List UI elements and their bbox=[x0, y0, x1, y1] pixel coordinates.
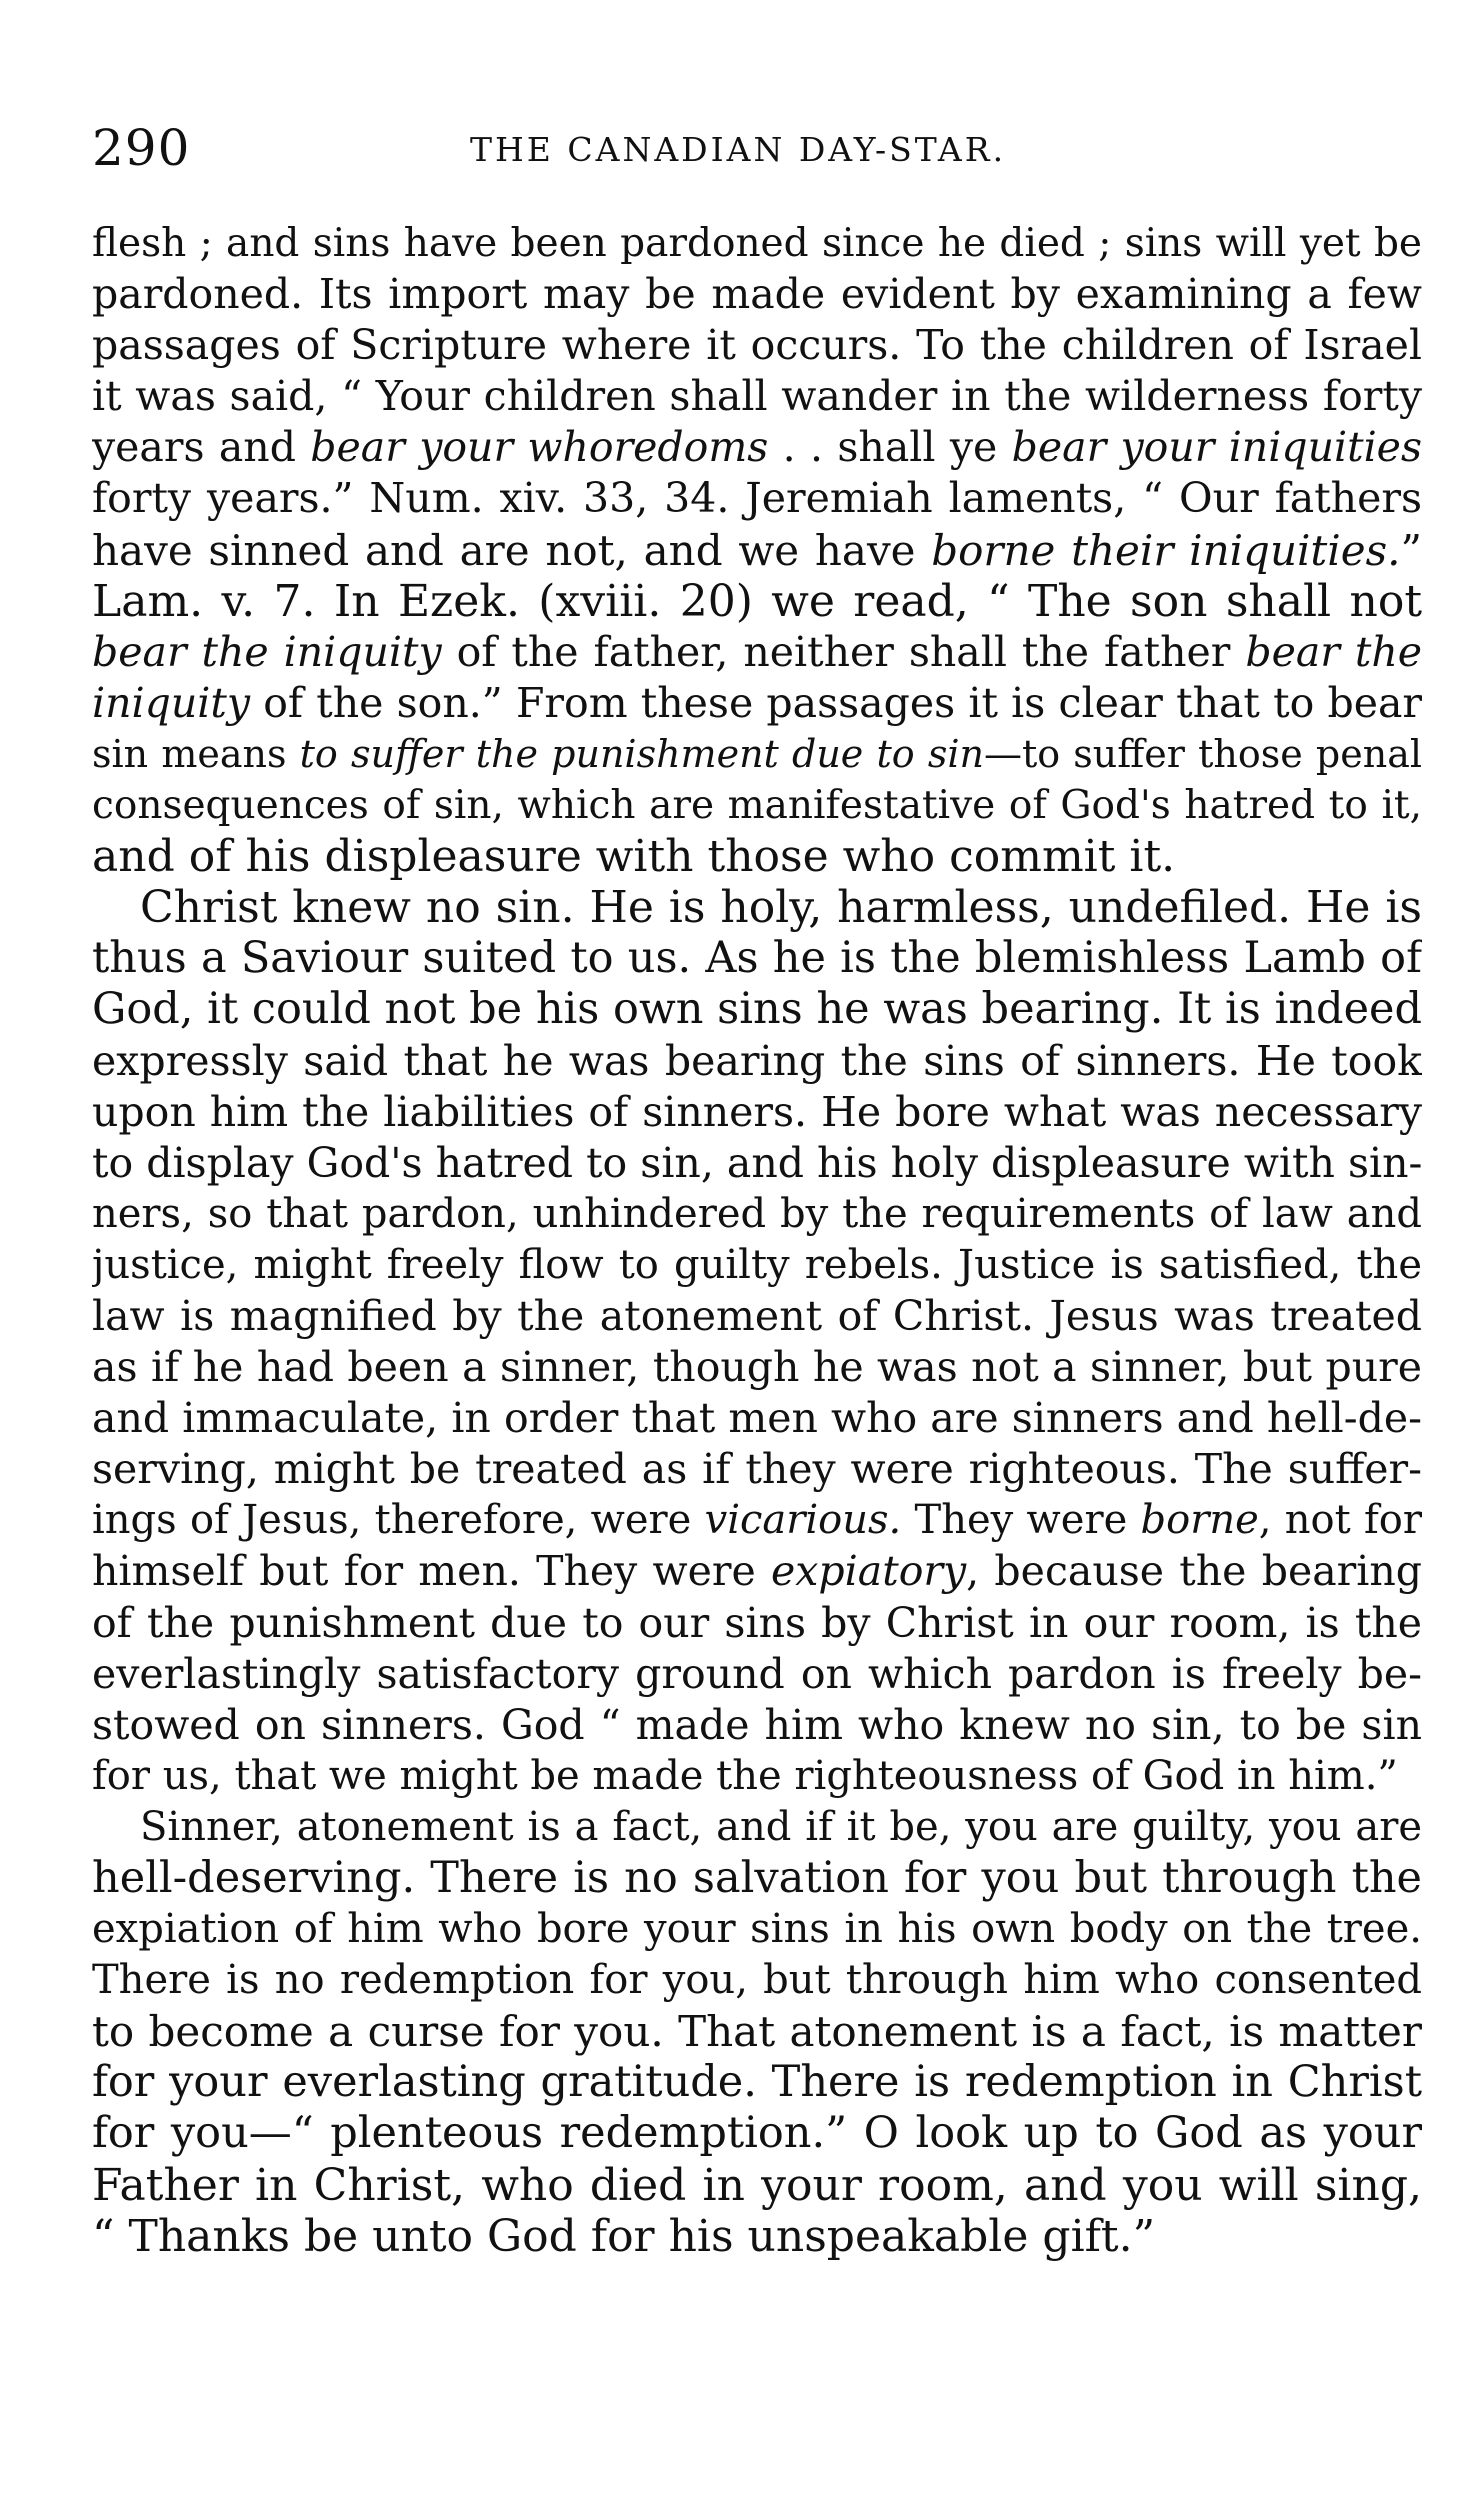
text-run: justice, might freely flow to guilty rebels. Justice is satisfied, the bbox=[92, 1241, 1422, 1288]
text-run: ings of Jesus, therefore, were bbox=[92, 1497, 705, 1544]
text-run: ” bbox=[1400, 525, 1422, 575]
text-line bbox=[92, 2211, 1422, 2262]
text-run: , because the bearing bbox=[966, 1547, 1422, 1596]
text-run: —to suffer those penal bbox=[983, 731, 1422, 776]
text-line bbox=[92, 1291, 1422, 1342]
text-run: Christ knew no sin. He is holy, harmless, undefiled. He is bbox=[140, 882, 1422, 934]
text-run: of the son.” From these passages it is clear that to bear bbox=[250, 678, 1422, 727]
italic-text: bear the iniquity bbox=[92, 627, 442, 676]
text-line bbox=[92, 1036, 1422, 1087]
italic-text: borne their iniquities. bbox=[931, 525, 1401, 575]
text-line bbox=[92, 1598, 1422, 1649]
body-text bbox=[92, 218, 1422, 2262]
text-run: “ Thanks be unto God for his unspeakable gift.” bbox=[92, 2210, 1156, 2262]
paragraph bbox=[92, 1802, 1422, 2262]
italic-text: expiatory bbox=[771, 1547, 967, 1596]
text-run: forty years.” Num. xiv. 33, 34. Jeremiah laments, “ Our fathers bbox=[92, 474, 1422, 523]
text-run: , not for bbox=[1258, 1497, 1422, 1544]
text-line bbox=[92, 1751, 1422, 1802]
text-run: consequences of sin, which are manifestative of God's hatred to it, bbox=[92, 783, 1422, 829]
text-run: pardoned. Its import may be made evident by examining a few bbox=[92, 270, 1422, 319]
text-line bbox=[92, 1700, 1422, 1751]
text-line bbox=[92, 831, 1422, 882]
text-run: years and bbox=[92, 423, 311, 472]
text-run: himself but for men. They were bbox=[92, 1547, 772, 1596]
text-run: stowed on sinners. God “ made him who knew no sin, to be sin bbox=[92, 1700, 1422, 1749]
paragraph bbox=[92, 882, 1422, 1802]
italic-text: bear your iniquities bbox=[1011, 423, 1422, 472]
text-line bbox=[92, 2006, 1422, 2057]
text-line bbox=[92, 422, 1422, 473]
text-run: flesh ; and sins have been pardoned since he died ; sins will yet be bbox=[92, 221, 1422, 266]
text-run: and immaculate, in order that men who are sinners and hell-de- bbox=[92, 1394, 1422, 1443]
text-line bbox=[92, 2108, 1422, 2159]
text-line bbox=[92, 1138, 1422, 1189]
text-line bbox=[92, 780, 1422, 831]
text-run: as if he had been a sinner, though he was not a sinner, but pure bbox=[92, 1343, 1422, 1392]
text-line bbox=[92, 473, 1422, 524]
text-run: Lam. v. 7. In Ezek. (xviii. 20) we read, “ The son shall not bbox=[92, 575, 1422, 627]
text-line bbox=[92, 1393, 1422, 1444]
text-line bbox=[92, 1087, 1422, 1138]
text-line bbox=[92, 1955, 1422, 2006]
text-run: passages of Scripture where it occurs. To the children of Israel bbox=[92, 321, 1422, 370]
italic-text: bear your whoredoms bbox=[310, 423, 769, 472]
text-line bbox=[92, 627, 1422, 678]
text-line bbox=[92, 729, 1422, 780]
text-line bbox=[92, 1546, 1422, 1597]
text-run: it was said, “ Your children shall wander in the wilderness forty bbox=[92, 372, 1422, 421]
text-line bbox=[92, 2160, 1422, 2211]
text-run: ners, so that pardon, unhindered by the requirements of law and bbox=[92, 1190, 1422, 1237]
text-line bbox=[92, 371, 1422, 422]
text-line bbox=[92, 1495, 1422, 1546]
text-run: for your everlasting gratitude. There is redemption in Christ bbox=[92, 2057, 1422, 2108]
text-run: expiation of him who bore your sins in his own body on the tree. bbox=[92, 1906, 1422, 1953]
text-run: sin means bbox=[92, 731, 300, 776]
text-line bbox=[92, 269, 1422, 320]
italic-text: iniquity bbox=[92, 678, 251, 727]
italic-text: bear the bbox=[1245, 627, 1422, 676]
text-line bbox=[92, 218, 1422, 269]
italic-text: vicarious. bbox=[704, 1497, 902, 1544]
paragraph bbox=[92, 218, 1422, 882]
text-run: serving, might be treated as if they were righteous. The suffer- bbox=[92, 1445, 1422, 1494]
text-line bbox=[92, 933, 1422, 984]
page-number: 290 bbox=[92, 119, 191, 177]
text-run: They were bbox=[901, 1497, 1141, 1544]
text-line bbox=[92, 1904, 1422, 1955]
text-run: for you—“ plenteous redemption.” O look up to God as your bbox=[92, 2108, 1422, 2159]
text-line bbox=[92, 576, 1422, 627]
text-run: of the punishment due to our sins by Christ in our room, is the bbox=[92, 1598, 1422, 1647]
text-line bbox=[92, 1240, 1422, 1291]
text-run: of the father, neither shall the father bbox=[441, 627, 1246, 676]
text-run: everlastingly satisfactory ground on which pardon is freely be- bbox=[92, 1649, 1422, 1698]
text-run: Father in Christ, who died in your room, and you will sing, bbox=[92, 2159, 1422, 2211]
text-line bbox=[92, 1342, 1422, 1393]
text-line bbox=[92, 1802, 1422, 1853]
text-run: expressly said that he was bearing the sins of sinners. He took bbox=[92, 1036, 1422, 1085]
text-run: upon him the liabilities of sinners. He bore what was necessary bbox=[92, 1087, 1422, 1136]
text-run: . . shall ye bbox=[768, 423, 1012, 472]
italic-text: borne bbox=[1140, 1497, 1259, 1544]
text-run: for us, that we might be made the righteousness of God in him.” bbox=[92, 1752, 1398, 1799]
text-run: Sinner, atonement is a fact, and if it be, you are guilty, you are bbox=[140, 1803, 1422, 1850]
text-line bbox=[92, 882, 1422, 933]
text-line bbox=[92, 525, 1422, 576]
text-run: have sinned and are not, and we have bbox=[92, 525, 932, 575]
text-run: hell-deserving. There is no salvation for you but through the bbox=[92, 1853, 1422, 1903]
text-line bbox=[92, 1853, 1422, 1904]
running-head: THE CANADIAN DAY-STAR. bbox=[470, 130, 1007, 169]
text-line bbox=[92, 2057, 1422, 2108]
text-run: to display God's hatred to sin, and his holy displeasure with sin- bbox=[92, 1138, 1422, 1187]
text-run: There is no redemption for you, but through him who consented bbox=[92, 1957, 1422, 2004]
text-line bbox=[92, 320, 1422, 371]
text-run: God, it could not be his own sins he was bearing. It is indeed bbox=[92, 984, 1422, 1035]
text-run: thus a Saviour suited to us. As he is the blemishless Lamb of bbox=[92, 933, 1422, 984]
text-line bbox=[92, 984, 1422, 1035]
text-line bbox=[92, 1444, 1422, 1495]
italic-text: to suffer the punishment due to sin bbox=[299, 731, 984, 776]
text-run: and of his displeasure with those who commit it. bbox=[92, 831, 1176, 883]
text-run: law is magnified by the atonement of Christ. Jesus was treated bbox=[92, 1291, 1422, 1340]
text-run: to become a curse for you. That atonement is a fact, is matter bbox=[92, 2007, 1422, 2057]
text-line bbox=[92, 678, 1422, 729]
text-line bbox=[92, 1649, 1422, 1700]
text-line bbox=[92, 1189, 1422, 1240]
